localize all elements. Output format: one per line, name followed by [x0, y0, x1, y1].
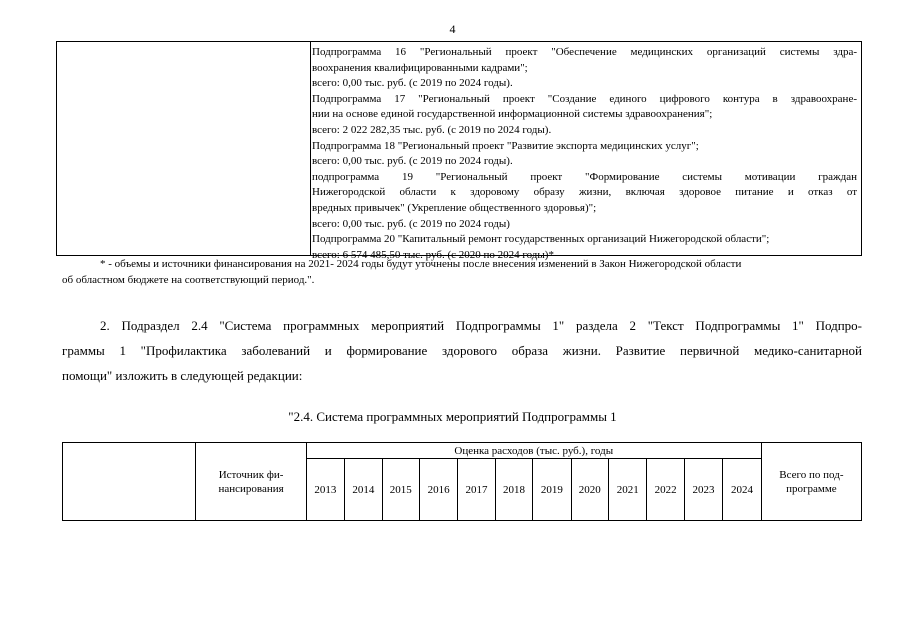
total-header: Всего по под-программе: [761, 443, 861, 521]
year-header-2022: 2022: [647, 459, 684, 521]
footnote: [62, 257, 862, 288]
page-number: 4: [449, 22, 456, 36]
year-header-2018: 2018: [495, 459, 532, 521]
subprogram-line: подпрограмма 19 "Региональный проект "Формирование системы мотивации граждан: [312, 170, 857, 183]
year-header-2019: 2019: [533, 459, 571, 521]
paragraph-line: помощи" изложить в следующей редакции:: [62, 368, 303, 383]
subprogram-line: Подпрограмма 20 "Капитальный ремонт государственных организаций Нижегородской области";: [312, 233, 770, 246]
footnote-line: об областном бюджете на соответствующий период.".: [62, 273, 315, 286]
expenses-header: Оценка расходов (тыс. руб.), годы: [306, 443, 761, 459]
year-header-2014: 2014: [345, 459, 382, 521]
source-header: Источник фи-нансирования: [196, 443, 306, 521]
subprogram-line: Подпрограмма 17 "Региональный проект "Создание единого цифрового контура в здравоохране-: [312, 92, 857, 105]
subprogram-line: Нижегородской области к здоровому образу жизни, включая здоровое питание и отказ от: [312, 186, 857, 199]
subprogram-line: вредных привычек" (Укрепление общественного здоровья)";: [312, 201, 597, 214]
empty-header-cell: [63, 443, 196, 521]
amendment-paragraph: [62, 313, 862, 388]
subprogram-line: всего: 0,00 тыс. руб. (с 2019 по 2024 годы).: [312, 77, 513, 90]
subprograms-table: [56, 41, 862, 261]
subprogram-line: воохранения квалифицированными кадрами";: [312, 61, 528, 74]
year-header-2013: 2013: [306, 459, 344, 521]
year-header-2021: 2021: [608, 459, 646, 521]
year-header-2023: 2023: [684, 459, 722, 521]
subprogram-line: Подпрограмма 16 "Региональный проект "Обеспечение медицинских организаций системы здра-: [312, 46, 857, 58]
section-title: "2.4. Система программных мероприятий Подпрограммы 1: [288, 409, 617, 424]
subprograms-content-cell: [312, 45, 857, 263]
subprogram-line: нии на основе единой государственной информационной системы здравоохранения";: [312, 108, 713, 121]
paragraph-line: граммы 1 "Профилактика заболеваний и формирование здорового образа жизни. Развитие первичной медико-санитарной: [62, 343, 862, 358]
year-header-2016: 2016: [419, 459, 457, 521]
paragraph-line: 2. Подраздел 2.4 "Система программных мероприятий Подпрограммы 1" раздела 2 "Текст Подпрограммы 1" Подпро-: [100, 318, 862, 333]
subprogram-line: всего: 6 574 485,50 тыс. руб. (с 2020 по 2024 годы)*: [312, 248, 554, 261]
subprogram-line: Подпрограмма 18 "Региональный проект "Развитие экспорта медицинских услуг";: [312, 139, 699, 152]
program-activities-table: [62, 442, 862, 521]
year-header-2017: 2017: [458, 459, 495, 521]
year-header-2024: 2024: [723, 459, 762, 521]
year-header-2020: 2020: [571, 459, 608, 521]
footnote-line: * - объемы и источники финансирования на 2021- 2024 годы будут уточнены после внесения изменений в Закон Нижегородской области: [100, 258, 742, 270]
year-header-2015: 2015: [382, 459, 419, 521]
subprogram-line: всего: 2 022 282,35 тыс. руб. (с 2019 по 2024 годы).: [312, 123, 552, 136]
subprogram-line: всего: 0,00 тыс. руб. (с 2019 по 2024 годы).: [312, 155, 513, 168]
subprogram-line: всего: 0,00 тыс. руб. (с 2019 по 2024 годы): [312, 217, 510, 230]
subprograms-label-cell: [57, 42, 311, 255]
